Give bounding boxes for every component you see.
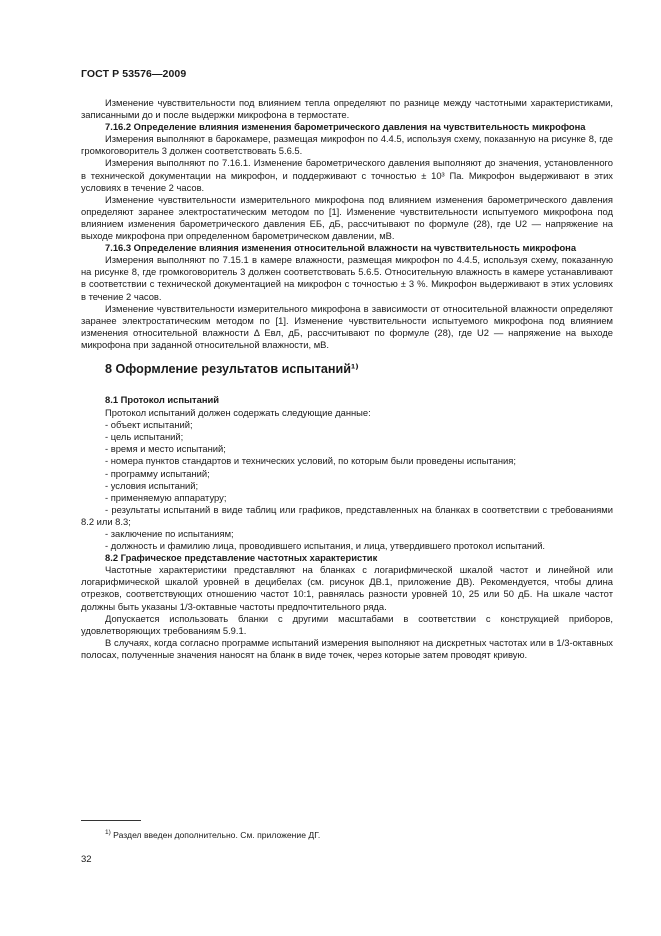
list-item: - время и место испытаний;	[105, 443, 226, 455]
list-item: - результаты испытаний в виде таблиц или графиков, представленных на бланках в соответствии с требованиями 8.2 или 8.3;	[81, 503, 613, 527]
paragraph: Измерения выполняют в барокамере, размещая микрофон по 4.4.5, используя схему, показанную на рисунке 8, где громкоговоритель 3 должен соответствовать 5.6.5.	[81, 133, 613, 157]
list-item: - заключение по испытаниям;	[105, 528, 234, 539]
paragraph: Протокол испытаний должен содержать следующие данные:	[105, 407, 371, 419]
document-code: ГОСТ Р 53576—2009	[81, 68, 187, 80]
list-item: - должность и фамилию лица, проводившего испытания, и лица, утвердившего протокол испытаний.	[105, 540, 546, 552]
list-item: - объект испытаний;	[105, 419, 193, 431]
document-body	[81, 97, 613, 661]
subsection-heading: 7.16.3 Определение влияния изменения относительной влажности на чувствительность микрофона	[105, 242, 577, 254]
footnote-divider	[81, 820, 141, 821]
paragraph: Измерения выполняют по 7.16.1. Изменение барометрического давления выполняют до значения, установленного в технической документации на микрофон, и поддерживают с точностью ± 10³ Па. Микрофон выдерживают в этих условиях в течение 2 часов.	[81, 157, 613, 193]
paragraph: Допускается использовать бланки с другими масштабами в соответствии с конструкцией приборов, удовлетворяющих требованиям 5.9.1.	[81, 612, 613, 636]
list-item: - цель испытаний;	[105, 431, 184, 443]
page-number: 32	[81, 854, 92, 865]
footnote-mark: 1)	[105, 829, 111, 837]
paragraph: В случаях, когда согласно программе испытаний измерения выполняют на дискретных частотах или в 1/3-октавных полосах, полученные значения наносят на бланк в виде точек, через которые затем проводят кривую.	[81, 636, 613, 660]
paragraph: Изменение чувствительности измерительного микрофона под влиянием изменения барометрического давления определяют заранее электростатическим методом по [1]. Изменение чувствительности испытуемого микрофона под влиянием изменения барометрического давления EБ, дБ, рассчитывают по формуле (28), где U2 — напряжение на выходе микрофона при определенном барометрическом давлении, мВ.	[81, 193, 613, 242]
list-item: - номера пунктов стандартов и технических условий, по которым были проведены испытания;	[105, 455, 516, 467]
list-item: - условия испытаний;	[105, 479, 199, 491]
paragraph: Частотные характеристики представляют на бланках с логарифмической шкалой частот и линейной или логарифмической шкалой уровней в децибелах (см. рисунок ДВ.1, приложение ДВ). Рекомендуется, чтобы длина отрезков, соответствующих отношению частот 10:1, равнялась разности уровней 10, 25 или 50 дБ. На шкале частот должны быть указаны 1/3-октавные частоты предпочтительного ряда.	[81, 564, 613, 612]
paragraph: Изменение чувствительности под влиянием тепла определяют по разнице между частотными характеристиками, записанными до и после выдержки микрофона в термостате.	[81, 97, 613, 121]
section-heading: 8 Оформление результатов испытаний¹⁾	[105, 361, 359, 376]
subsection-heading: 8.2 Графическое представление частотных характеристик	[105, 552, 378, 564]
footnote-text: Раздел введен дополнительно. См. приложение ДГ.	[113, 830, 321, 840]
subsection-heading: 7.16.2 Определение влияния изменения барометрического давления на чувствительность микрофона	[105, 121, 586, 133]
list-item: - применяемую аппаратуру;	[105, 491, 227, 503]
footnote	[105, 830, 320, 840]
list-item: - программу испытаний;	[105, 467, 210, 479]
paragraph: Измерения выполняют по 7.15.1 в камере влажности, размещая микрофон по 4.4.5, используя схему, показанную на рисунке 8, где громкоговоритель 3 должен соответствовать 5.6.5. Относительную влажность в камере устанавливают в соответствии с технической документацией на микрофон с точностью ± 3 %. Микрофон выдерживают в этих условиях в течение 2 часов.	[81, 254, 613, 302]
subsection-heading: 8.1 Протокол испытаний	[105, 393, 220, 405]
paragraph: Изменение чувствительности измерительного микрофона в зависимости от относительной влажности определяют заранее электростатическим методом по [1]. Изменение чувствительности испытуемого микрофона под влиянием изменения относительной влажности Δ Eвл, дБ, рассчитывают по формуле (28), где U2 — напряжение на выходе микрофона при заданной относительной влажности, мВ.	[81, 302, 613, 350]
